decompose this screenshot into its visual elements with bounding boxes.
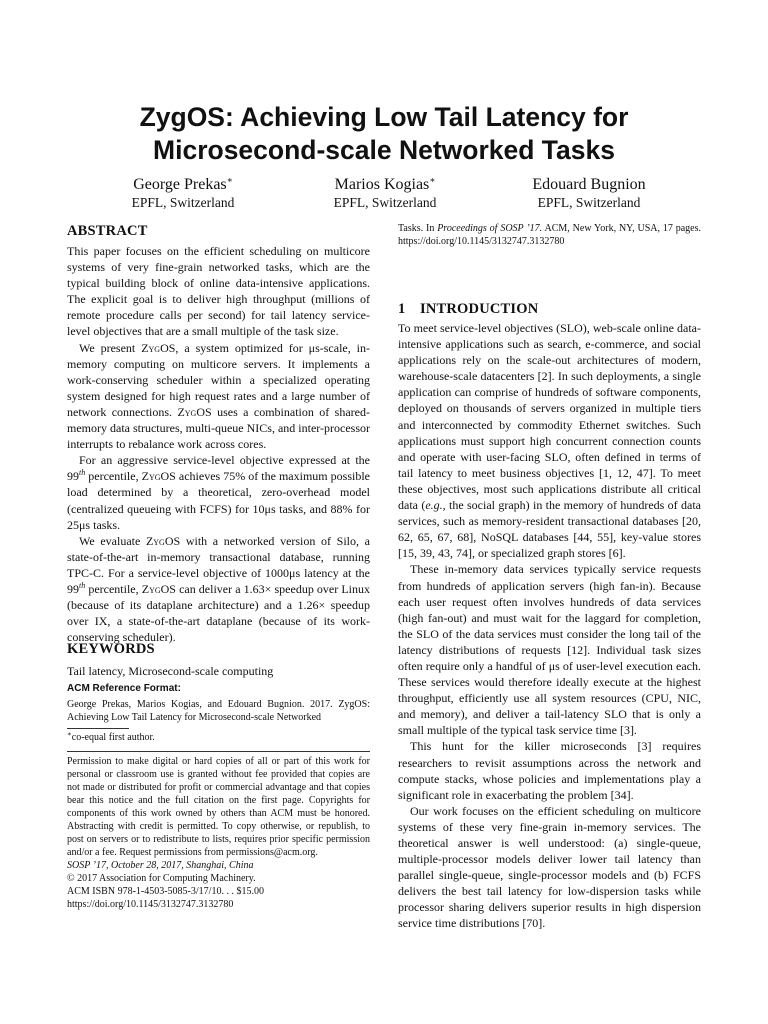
permission-text: Permission to make digital or hard copies of all or part of this work for personal or classroom use is granted without fee provided that copies are not made or distributed for profit or commercial advantage and that copies bear this notice and the full citation on the first page. Copyrights for components of this work owned by others than ACM must be honored. Abstracting with credit is permitted. To copy otherwise, or republish, to post on servers or to redistribute to lists, requires prior specific permission and/or a fee. Request permissions from permissions@acm.org. <box>67 756 370 858</box>
title-line-2: Microsecond-scale Networked Tasks <box>153 135 615 165</box>
footnote-text: co-equal first author. <box>71 732 155 743</box>
venue: Proceedings of SOSP ’17. <box>437 223 543 234</box>
title-line-1: ZygOS: Achieving Low Tail Latency for <box>139 102 629 132</box>
acm-reference-text: George Prekas, Marios Kogias, and Edouard Bugnion. 2017. ZygOS: Achieving Low Tail Latency for Microsecond-scale Networked <box>67 699 370 723</box>
keywords-section <box>67 640 370 679</box>
footnote-rule <box>67 728 129 729</box>
doi-line: https://doi.org/10.1145/3132747.3132780 <box>67 899 234 910</box>
permission-block <box>67 755 370 911</box>
keywords-text: Tail latency, Microsecond-scale computing <box>67 664 274 678</box>
intro-paragraph: These in-memory data services typically service requests from hundreds of application servers (high fan-in). Because each user request often involves hundreds of data services (high fan-out) and must wait for the laggard for completion, the SLO of the data services must consider the long tail of the latency distributions of requests [12]. Individual task sizes often require only a handful of μs of user-level execution each. These services would therefore ideally execute at the highest throughput, efficiently use all system resources (CPU, NIC, and memory), and deliver a tail-latency SLO that is only a small multiple of the typical task service time [3]. <box>398 562 701 738</box>
permission-rule <box>67 751 370 752</box>
conference-line: SOSP ’17, October 28, 2017, Shanghai, China <box>67 860 254 871</box>
keywords-heading: KEYWORDS <box>67 641 155 657</box>
author-name: Edouard Bugnion <box>532 176 646 193</box>
intro-paragraph: This hunt for the killer microseconds [3] requires researchers to revisit assumptions across the network and compute stacks, whose policies and implementations play a significant role in exacerbating the problem [34]. <box>398 739 701 802</box>
abstract-section <box>67 222 370 645</box>
abstract-paragraph: We present ZygOS, a system optimized for μs-scale, in-memory computing on multicore servers. It implements a work-conserving scheduler within a specialized operating system designed for high request rates and a large number of network connections. ZygOS uses a combination of shared-memory data structures, multi-queue NICs, and inter-processor interrupts to rebalance work across cores. <box>67 340 371 452</box>
author-block-3 <box>489 175 689 212</box>
footnote <box>67 731 370 744</box>
isbn-line: ACM ISBN 978-1-4503-5085-3/17/10. . . $15.00 <box>67 886 264 897</box>
author-name: Marios Kogias <box>334 176 430 193</box>
author-name: George Prekas <box>133 176 227 193</box>
footnote-mark: ∗ <box>67 730 72 738</box>
author-affiliation: EPFL, Switzerland <box>131 195 235 210</box>
abstract-heading: ABSTRACT <box>67 223 148 239</box>
section-title: INTRODUCTION <box>420 301 539 317</box>
author-block-1 <box>83 175 283 212</box>
intro-paragraph: To meet service-level objectives (SLO), web-scale online data-intensive applications such as search, e-commerce, and social applications rely on the scale-out architectures of modern, warehouse-scale datacenters [2]. In such deployments, a single application can comprise of hundreds of software components, deployed on thousands of servers organized in multiple tiers and interconnected by commodity Ethernet switches. Such applications must support high concurrent connection counts and operate with user-facing SLO, often defined in terms of tail latency to meet business objectives [1, 12, 47]. To meet these objectives, most such applications distribute all critical data (e.g., the social graph) in the memory of hundreds of data services, such as memory-resident transactional databases [20, 62, 65, 67, 68], NoSQL databases [44, 55], key-value stores [15, 39, 43, 74], or specialized graph stores [6]. <box>398 321 701 561</box>
paper-title <box>60 101 708 167</box>
acm-reference-heading: ACM Reference Format: <box>67 683 181 694</box>
copyright-line: © 2017 Association for Computing Machinery. <box>67 873 256 884</box>
acm-reference-section <box>67 682 370 724</box>
abstract-paragraph: We evaluate ZygOS with a networked version of Silo, a state-of-the-art in-memory transactional database, running TPC-C. For a service-level objective of 1000μs latency at the 99th percentile, ZygOS can deliver a 1.63× speedup over Linux (because of its dataplane architecture) and a 1.26× speedup over IX, a state-of-the-art dataplane (because of its work-conserving scheduler). <box>67 533 370 645</box>
intro-paragraph: Our work focuses on the efficient scheduling on multicore systems of these very fine-grain in-memory services. The theoretical answer is well understood: (a) single-queue, multiple-processor models deliver lower tail latency than parallel single-queue, single-processor models and (b) FCFS delivers the best tail latency for low-dispersion tasks while processor sharing delivers superior results in high dispersion service time distributions [70]. <box>398 803 701 931</box>
author-mark: ∗ <box>429 175 436 185</box>
abstract-paragraph: This paper focuses on the efficient scheduling on multicore systems of very fine-grain networked tasks, which are the typical building block of online data-intensive applications. The explicit goal is to deliver high throughput (millions of remote procedure calls per second) for tail latency service-level objectives that are a small multiple of the task size. <box>67 244 370 339</box>
author-affiliation: EPFL, Switzerland <box>333 195 437 210</box>
author-block-2 <box>285 175 485 212</box>
acm-reference-continued: Tasks. In Proceedings of SOSP ’17. ACM, New York, NY, USA, 17 pages. https://doi.org/10.1145/3132747.3132780 <box>398 223 701 247</box>
introduction-section <box>398 300 701 932</box>
author-affiliation: EPFL, Switzerland <box>537 195 641 210</box>
abstract-paragraph: For an aggressive service-level objective expressed at the 99th percentile, ZygOS achieves 75% of the maximum possible load determined by a theoretical, zero-overhead model (centralized queueing with FCFS) for 10μs tasks, and 88% for 25μs tasks. <box>67 453 370 532</box>
author-mark: ∗ <box>226 175 233 185</box>
section-number: 1 <box>398 301 406 317</box>
introduction-heading <box>398 300 701 318</box>
